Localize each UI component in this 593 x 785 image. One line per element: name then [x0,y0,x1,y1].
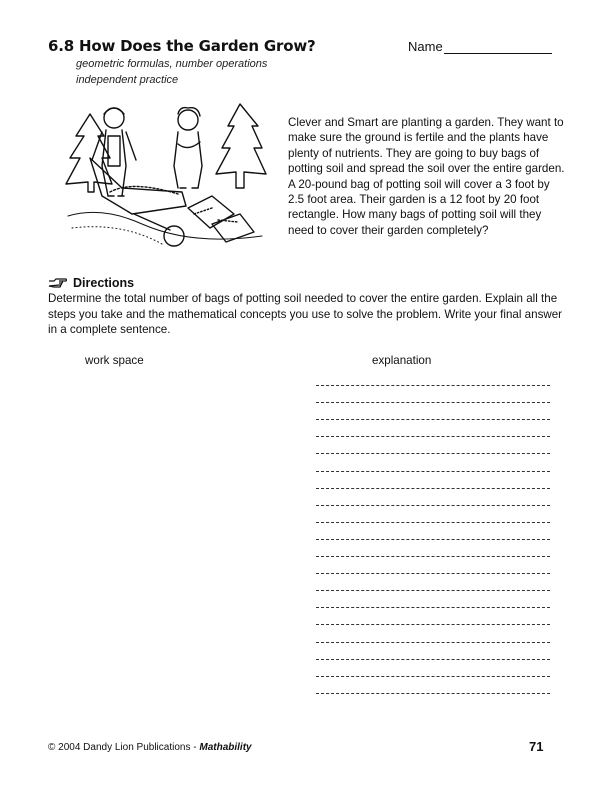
writing-line[interactable] [316,590,550,591]
directions-heading [48,276,134,290]
writing-line[interactable] [316,488,550,489]
garden-illustration [62,96,274,256]
directions-label: Directions [73,276,135,290]
writing-line[interactable] [316,539,550,540]
gardener-right-icon [174,108,202,188]
writing-line[interactable] [316,607,550,608]
page-number: 71 [529,739,544,754]
name-field[interactable] [444,53,552,54]
writing-line[interactable] [316,453,550,454]
writing-line[interactable] [316,471,550,472]
writing-line[interactable] [316,573,550,574]
directions-text: Determine the total number of bags of potting soil needed to cover the entire garden. Explain all the steps you take and the mathematical concepts you use to solve the problem. Write your final answer in a complete sentence. [48,292,563,337]
writing-line[interactable] [316,419,550,420]
work-space-label: work space [85,354,144,367]
writing-line[interactable] [316,693,550,694]
explanation-label: explanation [372,354,432,367]
writing-line[interactable] [316,402,550,403]
writing-line[interactable] [316,659,550,660]
writing-line[interactable] [316,436,550,437]
pointing-hand-icon [48,277,68,289]
writing-line[interactable] [316,624,550,625]
soil-bags-icon [188,196,254,242]
subtitle-practice: independent practice [76,74,179,86]
tree-right-icon [216,104,266,188]
name-label: Name [408,39,443,54]
footer-copyright: © 2004 Dandy Lion Publications - Mathability [48,742,252,753]
writing-line[interactable] [316,522,550,523]
writing-line[interactable] [316,642,550,643]
book-title: Mathability [199,742,252,753]
subtitle-topics: geometric formulas, number operations [76,58,268,70]
writing-line[interactable] [316,676,550,677]
writing-line[interactable] [316,505,550,506]
page-title: 6.8 How Does the Garden Grow? [48,37,316,55]
writing-line[interactable] [316,556,550,557]
story-text: Clever and Smart are planting a garden. They want to make sure the ground is fertile and the plants have plenty of nutrients. They are going to buy bags of potting soil and spread the soil over the entire garden. A 20-pound bag of potting soil will cover a 3 foot by 2.5 foot area. Their garden is a 12 foot by 20 foot rectangle. How many bags of potting soil will they need to cover their garden completely? [288,116,565,237]
wheelbarrow-icon [90,158,186,246]
writing-line[interactable] [316,385,550,386]
